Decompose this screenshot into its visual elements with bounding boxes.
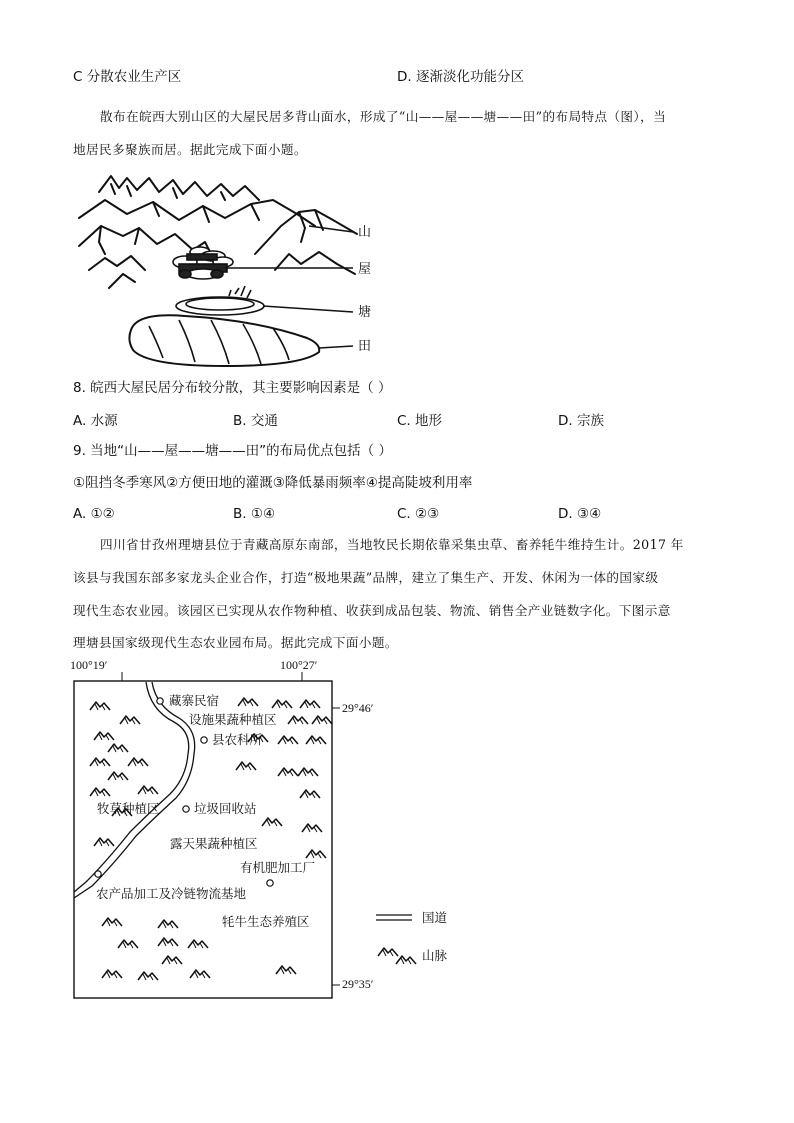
q8-option-a: A. 水源 [73,413,118,429]
passage2-line1: 四川省甘孜州理塘县位于青藏高原东南部，当地牧民长期依靠采集虫草、畜养牦牛维持生计。2017 年 [100,537,684,552]
q8-option-c: C. 地形 [397,413,443,429]
recycling-point [183,806,189,812]
passage1-line2: 地居民多聚族而居。据此完成下面小题。 [73,142,307,157]
fertilizer-point [267,880,273,886]
agri-park-map [66,656,486,1006]
house-sketch [173,247,233,279]
legend [376,910,448,964]
label-greenhouse: 设施果蔬种植区 [189,712,277,727]
option-d-prev: D. 逐渐淡化功能分区 [397,69,524,85]
q9-option-b: B. ①④ [233,506,276,522]
passage2-line3: 现代生态农业园。该园区已实现从农作物种植、收获到成品包装、物流、销售全产业链数字化。下图示意 [73,603,671,618]
passage1-line1: 散布在皖西大别山区的大屋民居多背山面水，形成了“山——屋——塘——田”的布局特点（图），当 [100,109,667,124]
option-c-prev: C 分散农业生产区 [73,69,182,85]
legend-mountain-label: 山脉 [422,948,448,963]
label-logistics: 农产品加工及冷链物流基地 [96,886,247,901]
label-homestay: 藏寨民宿 [169,693,220,708]
label-pasture: 牧草种植区 [97,801,160,816]
label-mountain: 山 [358,225,372,240]
passage2-line4: 理塘县国家级现代生态农业园布局。据此完成下面小题。 [73,635,398,650]
label-field: 田 [358,339,372,354]
label-recycling: 垃圾回收站 [194,801,257,816]
lon-left: 100°19′ [70,658,108,672]
q8-option-b: B. 交通 [233,413,278,429]
label-fertilizer: 有机肥加工厂 [240,860,316,875]
q9-option-c: C. ②③ [397,506,440,522]
legend-road-label: 国道 [422,910,448,925]
label-house: 屋 [358,262,372,277]
figure1-sketch [75,170,375,370]
q9-option-a: A. ①② [73,506,115,522]
logistics-point [95,871,101,877]
lat-top: 29°46′ [342,701,374,715]
label-openfield: 露天果蔬种植区 [170,836,258,851]
q9-stem: 9. 当地“山——屋——塘——田”的布局优点包括（ ） [73,443,392,459]
institute-point [201,737,207,743]
field-sketch [129,315,319,366]
homestay-point [157,698,163,704]
passage2-line2: 该县与我国东部多家龙头企业合作，打造“极地果蔬”品牌，建立了集生产、开发、休闲为一体的国家级 [73,570,659,585]
label-institute: 县农科所 [212,732,263,747]
q9-option-d: D. ③④ [558,506,602,522]
lat-bottom: 29°35′ [342,977,374,991]
label-pond: 塘 [358,305,372,320]
label-yak: 牦牛生态养殖区 [222,914,310,929]
q8-option-d: D. 宗族 [558,413,604,429]
q8-stem: 8. 皖西大屋民居分布较分散，其主要影响因素是（ ） [73,380,392,396]
q9-statements: ①阻挡冬季寒风②方便田地的灌溉③降低暴雨频率④提高陡坡利用率 [73,475,473,491]
lon-right: 100°27′ [280,658,318,672]
pond-sketch [176,286,264,315]
national-road [74,682,195,898]
